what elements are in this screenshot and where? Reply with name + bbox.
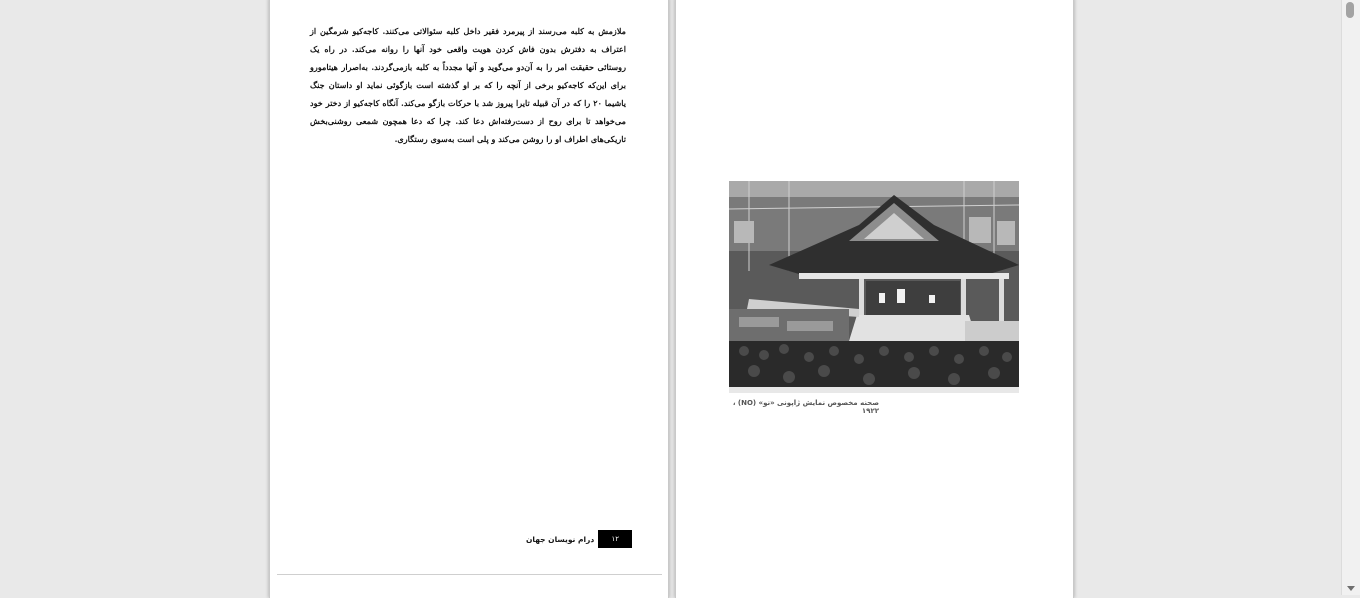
no-theater-stage-photo [729, 181, 1019, 393]
page-number: ۱۲ [598, 530, 632, 548]
book-title: درام نویسان جهان [526, 534, 595, 544]
page-footer [526, 530, 632, 548]
scroll-down-arrow-icon[interactable] [1347, 586, 1355, 591]
vertical-scrollbar[interactable] [1341, 0, 1360, 595]
page-right [676, 0, 1073, 598]
page-divider [277, 574, 662, 575]
page-left [270, 0, 668, 598]
body-text: ملازمش به کلبه می‌رسند از پیرمرد فقیر داخل کلبه سئوالاتی می‌کنند. کاجه‌کیو شرمگین از اعتراف به دفترش بدون فاش کردن هویت واقعی خود آنها را روانه می‌کند. در راه یک روستائی حقیقت امر را به آن‌دو می‌گوید و آنها مجدداً به کلبه بازمی‌گردند. به‌اصرار هیتامورو برای این‌که کاجه‌کیو برخی از آنچه را که بر او گذشته است بازگوئی نماید او داستان جنگ یاشیما ۲۰ را که در آن قبیله تایرا پیروز شد با حرکات بازگو می‌کند. آنگاه کاجه‌کیو از دختر خود می‌خواهد تا برای روح از دست‌رفته‌اش دعا کند. چرا که دعا همچون شمعی روشنی‌بخش تاریکی‌های اطراف او را روشن می‌کند و پلی است به‌سوی رستگاری. [310, 26, 627, 144]
scrollbar-thumb[interactable] [1346, 2, 1354, 18]
photo-caption: صحنه مخصوص نمایش ژاپونی «نو» (NO) ، ۱۹۲۲ [732, 399, 879, 415]
